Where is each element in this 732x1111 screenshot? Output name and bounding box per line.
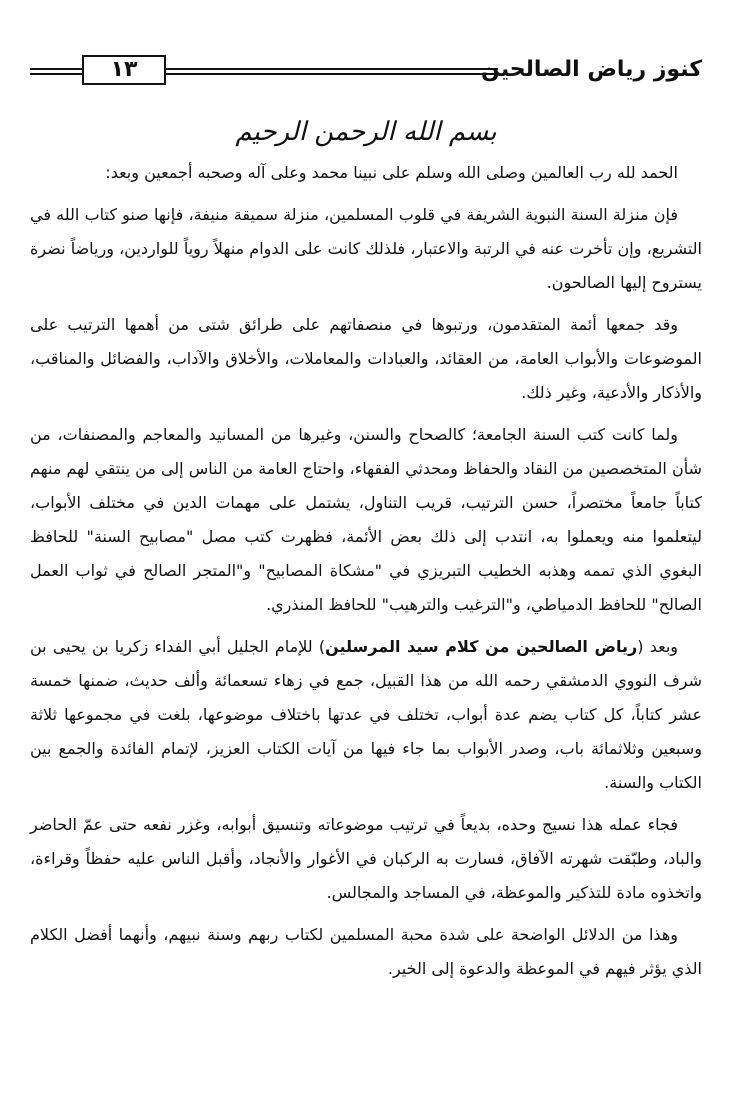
paragraph-1: الحمد لله رب العالمين وصلى الله وسلم على نبينا محمد وعلى آله وصحبه أجمعين وبعد:	[105, 163, 678, 182]
paragraph-5-intro: وبعد (	[637, 637, 679, 656]
page-header	[30, 52, 702, 92]
book-name-bold: رياض الصالحين من كلام سيد المرسلين	[325, 637, 638, 656]
paragraph-3: وقد جمعها أئمة المتقدمون، ورتبوها في منصفاتهم على طرائق شتى من أهمها الترتيب على الموضوعات والأبواب العامة، من العقائد، والعبادات والمعاملات، والأخلاق والآداب، والفضائل والمناقب، والأذكار والأدعية، وغير ذلك.	[30, 315, 702, 402]
header-rule-middle	[166, 68, 498, 75]
basmala: بسم الله الرحمن الرحيم	[235, 117, 497, 147]
paragraph-7: وهذا من الدلائل الواضحة على شدة محبة المسلمين لكتاب ربهم وسنة نبيهم، وأنهما أفضل الكلام الذي يؤثر فيهم في الموعظة والدعوة إلى الخير.	[30, 925, 702, 978]
body-text	[30, 156, 702, 994]
paragraph-6: فجاء عمله هذا نسيج وحده، بديعاً في ترتيب موضوعاته وتنسيق أبوابه، وغزر نفعه حتى عمّ الحاضر والباد، وطبّقت شهرته الآفاق، فسارت به الركبان في الأغوار والأنجاد، وأقبل الناس عليه حفظاً وقراءة، واتخذوه مادة للتذكير والموعظة، في المساجد والمجالس.	[30, 815, 702, 902]
paragraph-4: ولما كانت كتب السنة الجامعة؛ كالصحاح والسنن، وغيرها من المسانيد والمعاجم والمصنفات، من شأن المتخصصين من النقاد والحفاظ ومحدثي الفقهاء، واحتاج العامة من الناس إلى من ينتقي لهم منهم كتاباً جامعاً مختصراً، حسن الترتيب، قريب التناول، يشتمل على مهمات الدين في مختلف الأبواب، ليتعلموا منه ويعملوا به، انتدب إلى ذلك بعض الأئمة، فظهرت كتب مصل "مصابيح السنة" للحافظ البغوي الذي تممه وهذبه الخطيب التبريزي في "مشكاة المصابيح" و"المتجر الصالح في ثواب العمل الصالح" للحافظ الدمياطي، و"الترغيب والترهيب" للحافظ المنذري.	[30, 425, 702, 614]
paragraph-5-body: ) للإمام الجليل أبي الفداء زكريا بن يحيى بن شرف النووي الدمشقي رحمه الله من هذا القبيل، جمع في زهاء تسعمائة وألف حديث، ضمنها خمسة عشر كتاباً، كل كتاب يضم عدة أبواب، تختلف في عدتها باختلاف موضوعها، بلغت في مجموعها ثلاثة وسبعين وثلاثمائة باب، وصدر الأبواب بما جاء فيها من آيات الكتاب العزيز، لإتمام الفائدة والجمع بين الكتاب والسنة.	[30, 637, 702, 792]
book-title: كنوز رياض الصالحين	[481, 57, 702, 82]
paragraph-2: فإن منزلة السنة النبوية الشريفة في قلوب المسلمين، منزلة سميقة منيفة، فإنها صنو كتاب الله في التشريع، وإن تأخرت عنه في الرتبة والاعتبار، فلذلك كانت على الدوام منهلاً روياً للواردين، ورياضاً نضرة يستروح إليها الصالحون.	[30, 205, 702, 292]
paragraph-5	[30, 630, 702, 800]
header-rule-left	[30, 68, 82, 75]
page-number: ١٣	[82, 55, 166, 85]
